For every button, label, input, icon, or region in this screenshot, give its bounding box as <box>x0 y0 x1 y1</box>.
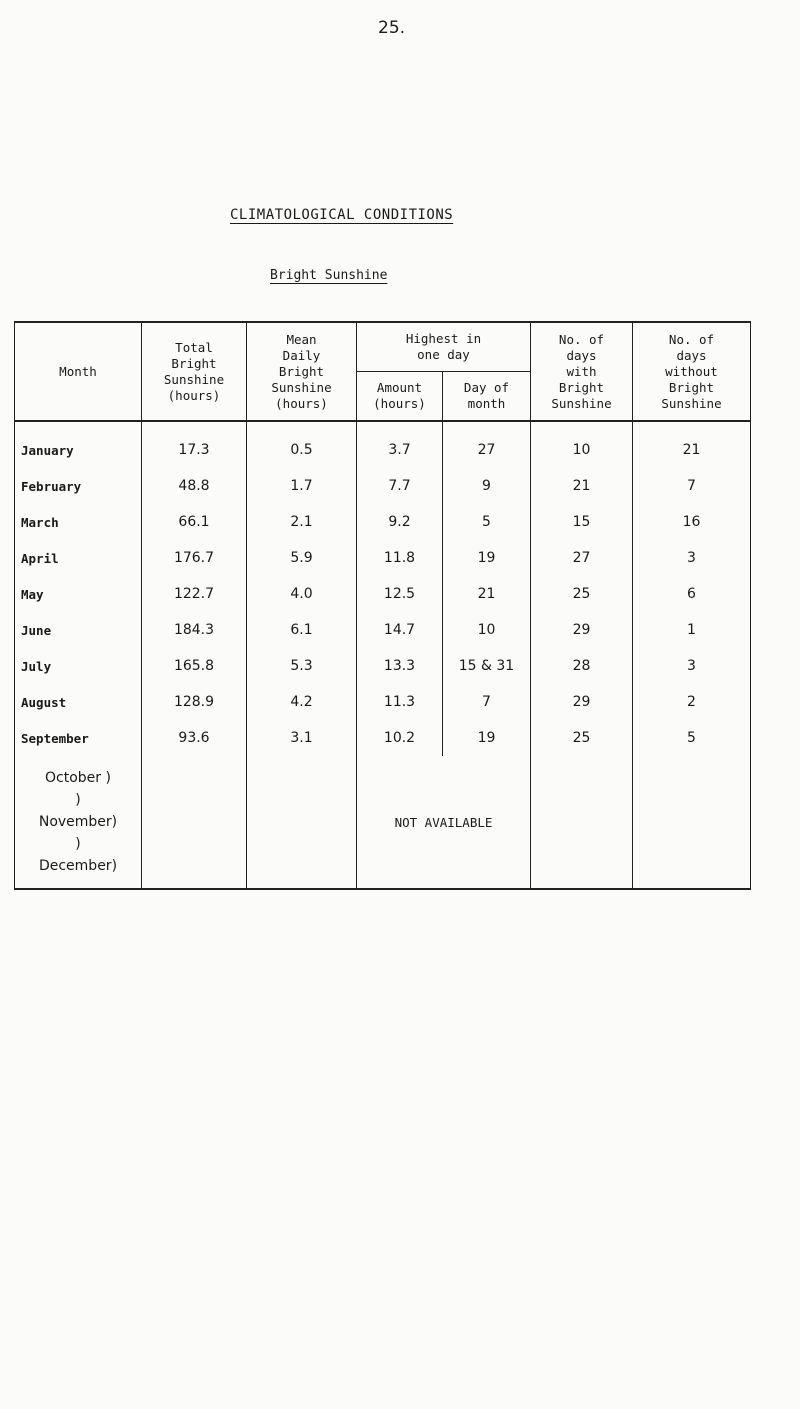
page-subtitle: Bright Sunshine <box>270 268 388 283</box>
cell-day: 21 <box>443 576 531 612</box>
cell-days-with: 25 <box>531 576 633 612</box>
table-row <box>15 720 751 756</box>
table-row-not-available <box>15 756 751 889</box>
cell-days-with <box>531 756 633 889</box>
cell-amount: 13.3 <box>357 648 443 684</box>
cell-month: April <box>15 540 142 576</box>
table-row <box>15 648 751 684</box>
cell-total: 122.7 <box>142 576 247 612</box>
cell-amount: 11.3 <box>357 684 443 720</box>
cell-days-with: 27 <box>531 540 633 576</box>
cell-day: 7 <box>443 684 531 720</box>
cell-days-with: 15 <box>531 504 633 540</box>
table-row <box>15 421 751 468</box>
cell-total: 165.8 <box>142 648 247 684</box>
cell-mean: 6.1 <box>247 612 357 648</box>
cell-amount: 3.7 <box>357 421 443 468</box>
table-row <box>15 684 751 720</box>
cell-amount: 7.7 <box>357 468 443 504</box>
cell-mean: 2.1 <box>247 504 357 540</box>
header-month: Month <box>15 322 142 421</box>
cell-mean: 4.2 <box>247 684 357 720</box>
header-amount-hours: Amount (hours) <box>357 372 443 422</box>
cell-days-without: 16 <box>633 504 751 540</box>
cell-mean <box>247 756 357 889</box>
cell-days-with: 29 <box>531 612 633 648</box>
cell-total: 66.1 <box>142 504 247 540</box>
header-day-of-month: Day of month <box>443 372 531 422</box>
cell-total <box>142 756 247 889</box>
header-highest-in-one-day: Highest in one day <box>357 322 531 372</box>
cell-days-without <box>633 756 751 889</box>
table-row <box>15 576 751 612</box>
cell-month: September <box>15 720 142 756</box>
cell-total: 17.3 <box>142 421 247 468</box>
cell-total: 176.7 <box>142 540 247 576</box>
cell-mean: 5.9 <box>247 540 357 576</box>
cell-days-without: 3 <box>633 540 751 576</box>
cell-month: February <box>15 468 142 504</box>
cell-day: 19 <box>443 720 531 756</box>
header-mean-daily-bright-sunshine: Mean Daily Bright Sunshine (hours) <box>247 322 357 421</box>
cell-mean: 1.7 <box>247 468 357 504</box>
table-row <box>15 612 751 648</box>
table-row <box>15 468 751 504</box>
page-number: 25. <box>378 18 406 38</box>
cell-mean: 3.1 <box>247 720 357 756</box>
cell-amount: 14.7 <box>357 612 443 648</box>
cell-days-without: 7 <box>633 468 751 504</box>
cell-day: 5 <box>443 504 531 540</box>
cell-amount: 11.8 <box>357 540 443 576</box>
cell-day: 27 <box>443 421 531 468</box>
cell-month-group: October ) ) November) ) December) <box>15 756 142 889</box>
cell-day: 15 & 31 <box>443 648 531 684</box>
table-row <box>15 540 751 576</box>
cell-days-without: 6 <box>633 576 751 612</box>
cell-not-available <box>357 756 531 889</box>
cell-month: August <box>15 684 142 720</box>
cell-total: 48.8 <box>142 468 247 504</box>
cell-days-with: 28 <box>531 648 633 684</box>
cell-mean: 4.0 <box>247 576 357 612</box>
cell-days-with: 21 <box>531 468 633 504</box>
cell-mean: 0.5 <box>247 421 357 468</box>
cell-days-without: 2 <box>633 684 751 720</box>
cell-days-without: 5 <box>633 720 751 756</box>
cell-days-with: 25 <box>531 720 633 756</box>
cell-amount: 10.2 <box>357 720 443 756</box>
cell-month: May <box>15 576 142 612</box>
cell-day: 10 <box>443 612 531 648</box>
cell-month: June <box>15 612 142 648</box>
cell-total: 184.3 <box>142 612 247 648</box>
cell-mean: 5.3 <box>247 648 357 684</box>
cell-day: 9 <box>443 468 531 504</box>
sunshine-table <box>14 321 751 890</box>
cell-days-with: 10 <box>531 421 633 468</box>
cell-days-with: 29 <box>531 684 633 720</box>
header-days-without-sunshine: No. of days without Bright Sunshine <box>633 322 751 421</box>
cell-days-without: 1 <box>633 612 751 648</box>
header-total-bright-sunshine: Total Bright Sunshine (hours) <box>142 322 247 421</box>
page-title: CLIMATOLOGICAL CONDITIONS <box>230 207 454 223</box>
cell-month: January <box>15 421 142 468</box>
cell-total: 93.6 <box>142 720 247 756</box>
cell-total: 128.9 <box>142 684 247 720</box>
cell-days-without: 21 <box>633 421 751 468</box>
not-available-label: NOT AVAILABLE <box>394 814 493 830</box>
cell-amount: 9.2 <box>357 504 443 540</box>
cell-amount: 12.5 <box>357 576 443 612</box>
cell-month: July <box>15 648 142 684</box>
table-row <box>15 504 751 540</box>
cell-days-without: 3 <box>633 648 751 684</box>
cell-month: March <box>15 504 142 540</box>
cell-day: 19 <box>443 540 531 576</box>
header-days-with-sunshine: No. of days with Bright Sunshine <box>531 322 633 421</box>
